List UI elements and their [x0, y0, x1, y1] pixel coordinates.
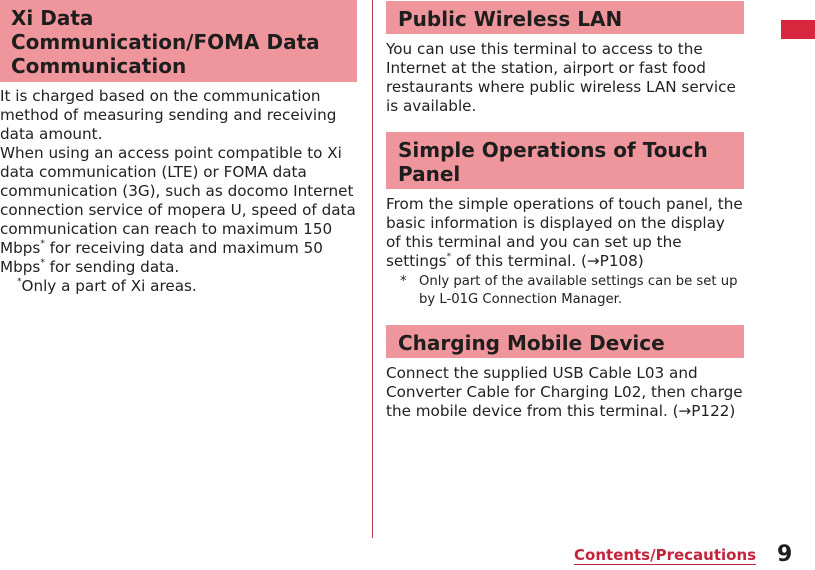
section-heading-touch-panel: Simple Operations of Touch Panel — [386, 132, 744, 189]
paragraph-touch-panel — [386, 189, 744, 271]
paragraph-access-point-part3: for sending data. — [44, 258, 180, 276]
footnote-xi-areas — [0, 277, 357, 296]
paragraph-charging-mobile: Connect the supplied USB Cable L03 and Converter Cable for Charging L02, then charge the mobile device from this terminal. (→P122) — [386, 364, 743, 420]
chapter-tab-marker — [781, 20, 815, 39]
right-column — [386, 1, 744, 421]
left-column — [0, 0, 357, 296]
footnote-connection-manager — [386, 271, 744, 309]
section-gap — [386, 116, 744, 132]
section-heading-xi-foma: Xi Data Communication/FOMA Data Communication — [0, 0, 357, 82]
paragraph-charging-method: It is charged based on the communication method of measuring sending and receiving data amount. — [0, 87, 337, 143]
footnote-marker: * — [40, 257, 45, 268]
paragraph-touch-panel-part2: of this terminal. (→P108) — [451, 252, 644, 270]
footnote-marker: * — [446, 251, 452, 262]
contents-precautions-link[interactable]: Contents/Precautions — [574, 546, 757, 564]
footnote-text: Only part of the available settings can be set up by L-01G Connection Manager. — [419, 274, 738, 307]
column-divider — [372, 0, 373, 538]
footnote-marker: * — [40, 238, 45, 249]
page-number: 9 — [777, 542, 793, 567]
section-gap — [386, 309, 744, 325]
paragraph-access-point-part1: When using an access point compatible to Xi data communication (LTE) or FOMA data communication (3G), such as docomo Internet connection service of mopera U, speed of data communication can reach to maximum 150 Mbps — [0, 144, 356, 257]
paragraph-access-point — [0, 144, 357, 277]
footnote-marker: * — [17, 276, 22, 287]
paragraph-touch-panel-part1: From the simple operations of touch panel, the basic information is displayed on the display of this terminal and you can set up the settings — [386, 195, 743, 270]
footnote-marker: * — [400, 274, 407, 289]
section-heading-charging-mobile: Charging Mobile Device — [386, 325, 744, 358]
section-heading-public-wireless-lan: Public Wireless LAN — [386, 1, 744, 34]
paragraph-access-point-part2: for receiving data and maximum 50 Mbps — [0, 239, 323, 276]
footnote-text: Only a part of Xi areas. — [21, 277, 197, 295]
paragraph-public-wireless-lan: You can use this terminal to access to the Internet at the station, airport or fast food restaurants where public wireless LAN service is available. — [386, 40, 736, 115]
